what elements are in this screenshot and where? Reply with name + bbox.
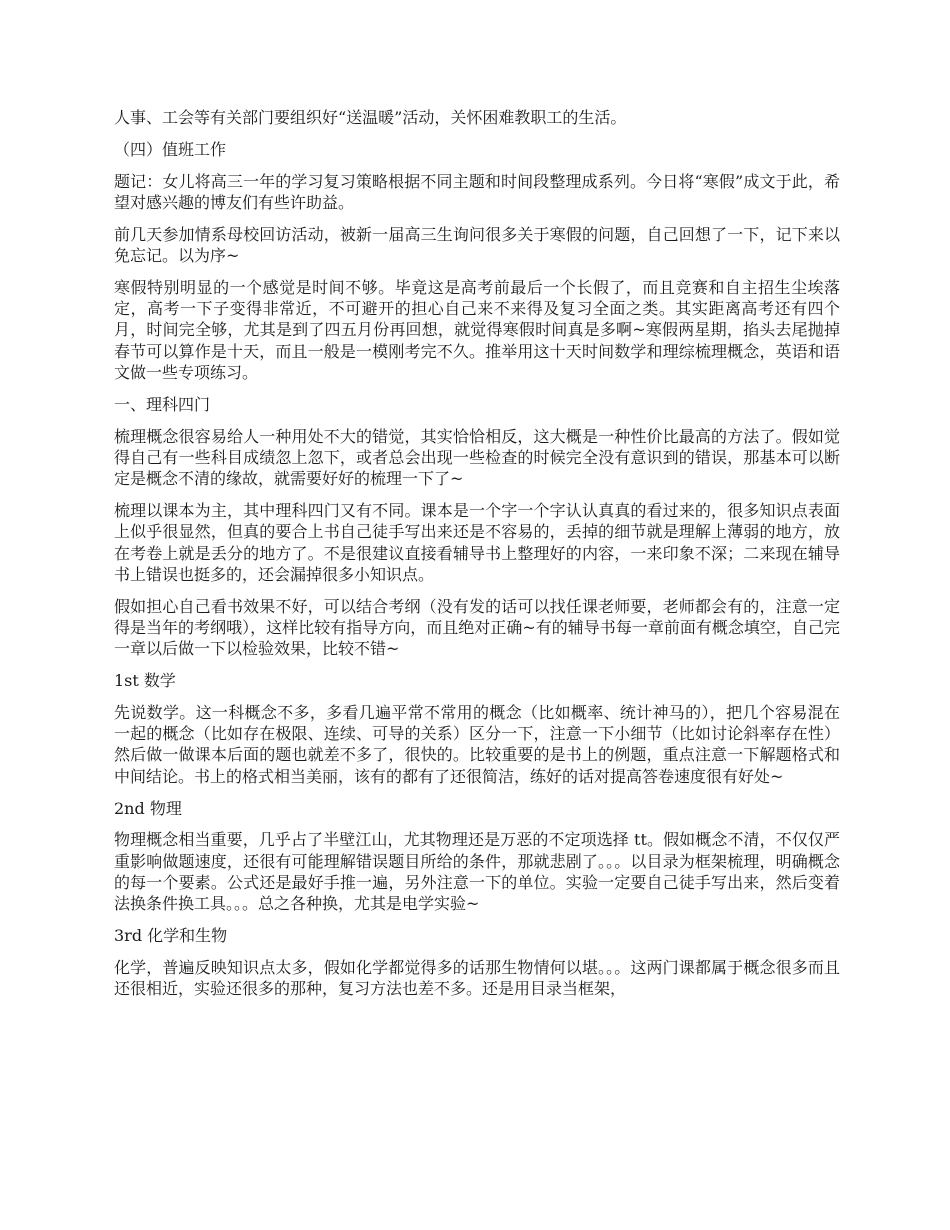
paragraph-physics: 物理概念相当重要，几乎占了半壁江山，尤其物理还是万恶的不定项选择 tt。假如概念不清，不仅仅严重影响做题速度，还很有可能理解错误题目所给的条件，那就悲剧了。。。以目录为框架梳理，明确概念的每一个要素。公式还是最好手推一遍，另外注意一下的单位。实验一定要自己徒手写出来，然后变着法换条件换工具。。。总之各种换，尤其是电学实验~ [114,830,840,914]
heading-duty-work: （四）值班工作 [114,139,227,159]
heading-math: 1st 数学 [114,671,176,691]
heading-science-subjects: 一、理科四门 [114,394,211,414]
paragraph-math: 先说数学。这一科概念不多，多看几遍平常不常用的概念（比如概率、统计神马的），把几个容易混在一起的概念（比如存在极限、连续、可导的关系）区分一下，注意一下小细节（比如讨论斜率存在性）然后做一做课本后面的题也就差不多了，很快的。比较重要的是书上的例题，重点注意一下解题格式和中间结论。书上的格式相当美丽，该有的都有了还很简洁，练好的话对提高答卷速度很有好处~ [114,702,840,786]
paragraph-welfare: 人事、工会等有关部门要组织好“送温暖”活动，关怀困难教职工的生活。 [114,108,627,127]
document-body [114,107,840,1010]
heading-chemistry-biology: 3rd 化学和生物 [114,926,228,945]
paragraph-concept-review: 梳理概念很容易给人一种用处不大的错觉，其实恰恰相反，这大概是一种性价比最高的方法了。假如觉得自己有一些科目成绩忽上忽下，或者总会出现一些检查的时候完全没有意识到的错误，那基本可以断定是概念不清的缘故，就需要好好的梳理一下了~ [114,426,840,489]
paragraph-textbook-focus: 梳理以课本为主，其中理科四门又有不同。课本是一个字一个字认认真真的看过来的，很多知识点表面上似乎很显然，但真的要合上书自己徒手写出来还是不容易的，丢掉的细节就是理解上薄弱的地方，放在考卷上就是丢分的地方了。不是很建议直接看辅导书上整理好的内容，一来印象不深；二来现在辅导书上错误也挺多的，还会漏掉很多小知识点。 [114,500,840,584]
paragraph-chemistry-biology: 化学，普遍反映知识点太多，假如化学都觉得多的话那生物情何以堪。。。这两门课都属于概念很多而且还很相近，实验还很多的那种，复习方法也差不多。还是用目录当框架， [114,957,840,999]
heading-physics: 2nd 物理 [114,798,182,818]
paragraph-preface: 前几天参加情系母校回访活动，被新一届高三生询问很多关于寒假的问题，自己回想了一下，记下来以免忘记。以为序~ [114,224,840,265]
paragraph-exam-outline: 假如担心自己看书效果不好，可以结合考纲（没有发的话可以找任课老师要，老师都会有的，注意一定得是当年的考纲哦），这样比较有指导方向，而且绝对正确~有的辅导书每一章前面有概念填空，自己完一章以后做一下以检验效果，比较不错~ [114,596,840,659]
paragraph-foreword-note: 题记：女儿将高三一年的学习复习策略根据不同主题和时间段整理成系列。今日将“寒假”成文于此，希望对感兴趣的博友们有些许助益。 [114,171,840,212]
paragraph-winter-break: 寒假特别明显的一个感觉是时间不够。毕竟这是高考前最后一个长假了，而且竞赛和自主招生尘埃落定，高考一下子变得非常近，不可避开的担心自己来不来得及复习全面之类。其实距离高考还有四个月，时间完全够，尤其是到了四五月份再回想，就觉得寒假时间真是多啊~寒假两星期，掐头去尾抛掉春节可以算作是十天，而且一般是一模刚考完不久。推举用这十天时间数学和理综梳理概念，英语和语文做一些专项练习。 [114,277,840,382]
